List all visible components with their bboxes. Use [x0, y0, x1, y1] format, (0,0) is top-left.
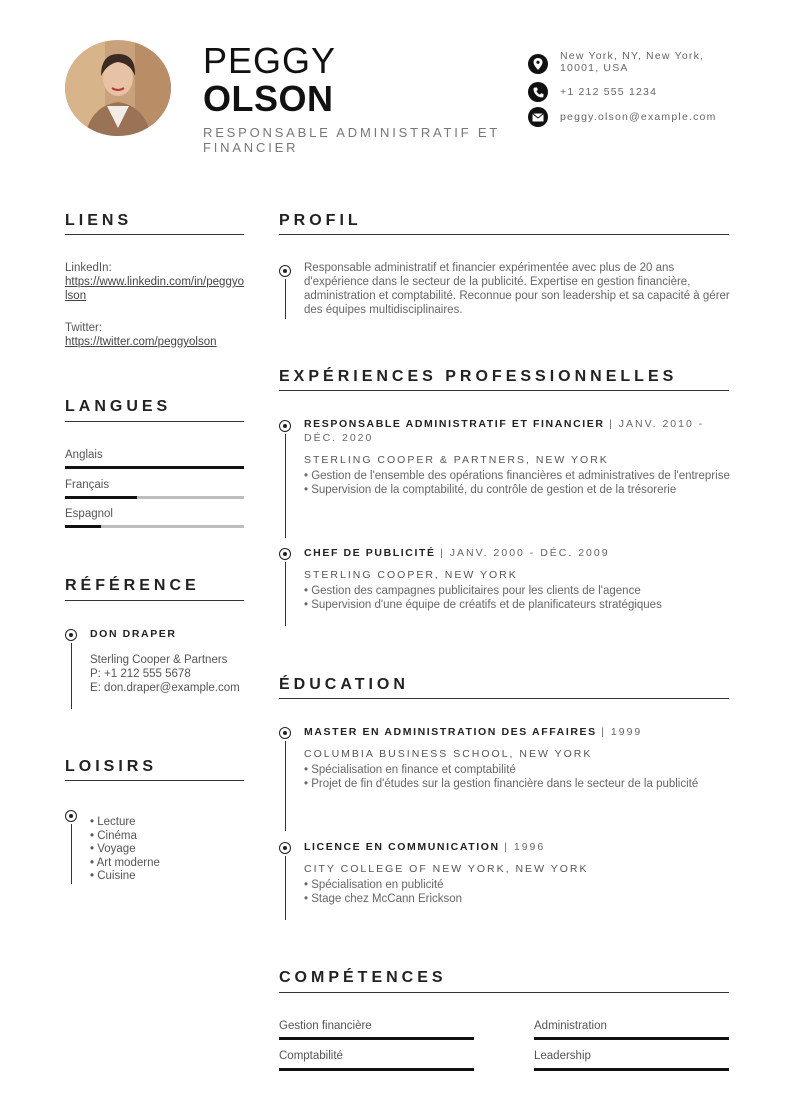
bullet-item: • Projet de fin d'études sur la gestion financière dans le secteur de la publicité	[304, 778, 699, 790]
timeline-dot	[279, 420, 291, 432]
reference-name: DON DRAPER	[90, 628, 177, 640]
reference-phone: P: +1 212 555 5678	[90, 668, 191, 680]
skill-bar	[279, 1068, 474, 1071]
hobby-item: • Cuisine	[90, 870, 136, 882]
profile-photo	[65, 40, 171, 136]
education-rule	[279, 698, 729, 699]
timeline-dot	[279, 842, 291, 854]
experience-bullets	[304, 584, 730, 612]
experience-title	[304, 417, 724, 445]
education-heading: ÉDUCATION	[279, 676, 409, 693]
reference-details	[90, 653, 242, 695]
timeline-line	[285, 279, 286, 319]
linkedin-url[interactable]: https://www.linkedin.com/in/peggyolson	[65, 276, 244, 302]
language-bar-fill	[65, 525, 101, 528]
location-pin-icon	[528, 54, 548, 74]
language-bar-fill	[65, 466, 244, 469]
link-linkedin	[65, 261, 244, 303]
skill-bar	[534, 1037, 729, 1040]
skill-bar	[279, 1037, 474, 1040]
address-text: New York, NY, New York, 10001, USA	[560, 50, 705, 74]
bullet-item: • Spécialisation en finance et comptabilité	[304, 764, 516, 776]
portrait-image	[65, 40, 171, 136]
profile-text: Responsable administratif et financier expérimentée avec plus de 20 ans d'expérience dans le secteur de la publicité. Expertise en gestion financière, administration et comptabilité. Reconnue pour son leadership et sa capacité à gérer des équipes multidisciplinaires.	[304, 262, 730, 316]
timeline-dot	[279, 727, 291, 739]
links-rule	[65, 234, 244, 235]
skill-bar	[534, 1068, 729, 1071]
skills-rule	[279, 992, 729, 993]
language-label: Espagnol	[65, 508, 113, 520]
reference-email: E: don.draper@example.com	[90, 682, 240, 694]
language-bar	[65, 496, 244, 499]
company-name: STERLING COOPER & PARTNERS, NEW YORK	[304, 454, 609, 466]
envelope-icon	[528, 107, 548, 127]
email-text: peggy.olson@example.com	[560, 111, 717, 123]
timeline-dot	[65, 810, 77, 822]
degree-year: | 1996	[504, 841, 546, 853]
bullet-item: • Supervision d'une équipe de créatifs et de planificateurs stratégiques	[304, 599, 662, 611]
timeline-line	[285, 741, 286, 831]
bullet-item: • Stage chez McCann Erickson	[304, 893, 463, 905]
job-title-text: CHEF DE PUBLICITÉ	[304, 547, 436, 559]
contact-address	[528, 50, 728, 74]
phone-icon	[528, 82, 548, 102]
contact-phone	[528, 82, 728, 102]
links-heading: LIENS	[65, 212, 133, 229]
contact-email	[528, 107, 728, 127]
languages-rule	[65, 421, 244, 422]
timeline-dot	[65, 629, 77, 641]
language-bar-fill	[65, 496, 137, 499]
timeline-line	[285, 562, 286, 626]
timeline-line	[285, 434, 286, 538]
bullet-item: • Spécialisation en publicité	[304, 879, 444, 891]
skills-heading: COMPÉTENCES	[279, 969, 447, 986]
timeline-line	[71, 643, 72, 709]
job-dates: | JANV. 2000 - DÉC. 2009	[440, 547, 610, 559]
degree-year: | 1999	[601, 726, 643, 738]
experience-heading: EXPÉRIENCES PROFESSIONNELLES	[279, 368, 678, 385]
hobbies-rule	[65, 780, 244, 781]
reference-heading: RÉFÉRENCE	[65, 577, 200, 594]
language-label: Français	[65, 479, 110, 491]
link-twitter	[65, 321, 244, 349]
job-title: RESPONSABLE ADMINISTRATIF ET FINANCIER	[203, 125, 500, 155]
degree-text: MASTER EN ADMINISTRATION DES AFFAIRES	[304, 726, 597, 738]
skill-label: Gestion financière	[279, 1020, 372, 1032]
skill-label: Administration	[534, 1020, 607, 1032]
bullet-item: • Gestion des campagnes publicitaires pour les clients de l'agence	[304, 585, 641, 597]
job-title-text: RESPONSABLE ADMINISTRATIF ET FINANCIER	[304, 418, 605, 430]
bullet-item: • Supervision de la comptabilité, du contrôle de gestion et de la trésorerie	[304, 484, 677, 496]
hobbies-heading: LOISIRS	[65, 758, 158, 775]
reference-company: Sterling Cooper & Partners	[90, 654, 228, 666]
profile-heading: PROFIL	[279, 212, 362, 229]
reference-rule	[65, 600, 244, 601]
job-dates: | JANV. 2010 - DÉC. 2020	[304, 418, 705, 444]
hobbies-list	[90, 816, 160, 884]
first-name: PEGGY	[203, 40, 337, 81]
degree-title	[304, 725, 724, 739]
skill-label: Leadership	[534, 1050, 591, 1062]
hobby-item: • Voyage	[90, 843, 136, 855]
languages-heading: LANGUES	[65, 398, 172, 415]
degree-title	[304, 840, 724, 854]
school-name: COLUMBIA BUSINESS SCHOOL, NEW YORK	[304, 748, 593, 760]
experience-rule	[279, 390, 729, 391]
education-bullets	[304, 878, 724, 906]
bullet-item: • Gestion de l'ensemble des opérations financières et administratives de l'entreprise	[304, 470, 730, 482]
timeline-dot	[279, 548, 291, 560]
hobby-item: • Lecture	[90, 816, 136, 828]
linkedin-label: LinkedIn:	[65, 262, 112, 274]
timeline-line	[285, 856, 286, 920]
hobby-item: • Art moderne	[90, 856, 160, 869]
skill-label: Comptabilité	[279, 1050, 343, 1062]
language-bar	[65, 466, 244, 469]
language-bar	[65, 525, 244, 528]
school-name: CITY COLLEGE OF NEW YORK, NEW YORK	[304, 863, 589, 875]
company-name: STERLING COOPER, NEW YORK	[304, 569, 518, 581]
profile-rule	[279, 234, 729, 235]
hobby-item: • Cinéma	[90, 829, 137, 842]
twitter-label: Twitter:	[65, 322, 103, 334]
education-bullets	[304, 763, 724, 791]
experience-title	[304, 546, 724, 560]
experience-bullets	[304, 469, 730, 497]
language-label: Anglais	[65, 449, 103, 461]
degree-text: LICENCE EN COMMUNICATION	[304, 841, 500, 853]
timeline-line	[71, 824, 72, 884]
phone-text: +1 212 555 1234	[560, 86, 658, 98]
last-name: OLSON	[203, 78, 334, 119]
timeline-dot	[279, 265, 291, 277]
twitter-url[interactable]: https://twitter.com/peggyolson	[65, 336, 217, 348]
